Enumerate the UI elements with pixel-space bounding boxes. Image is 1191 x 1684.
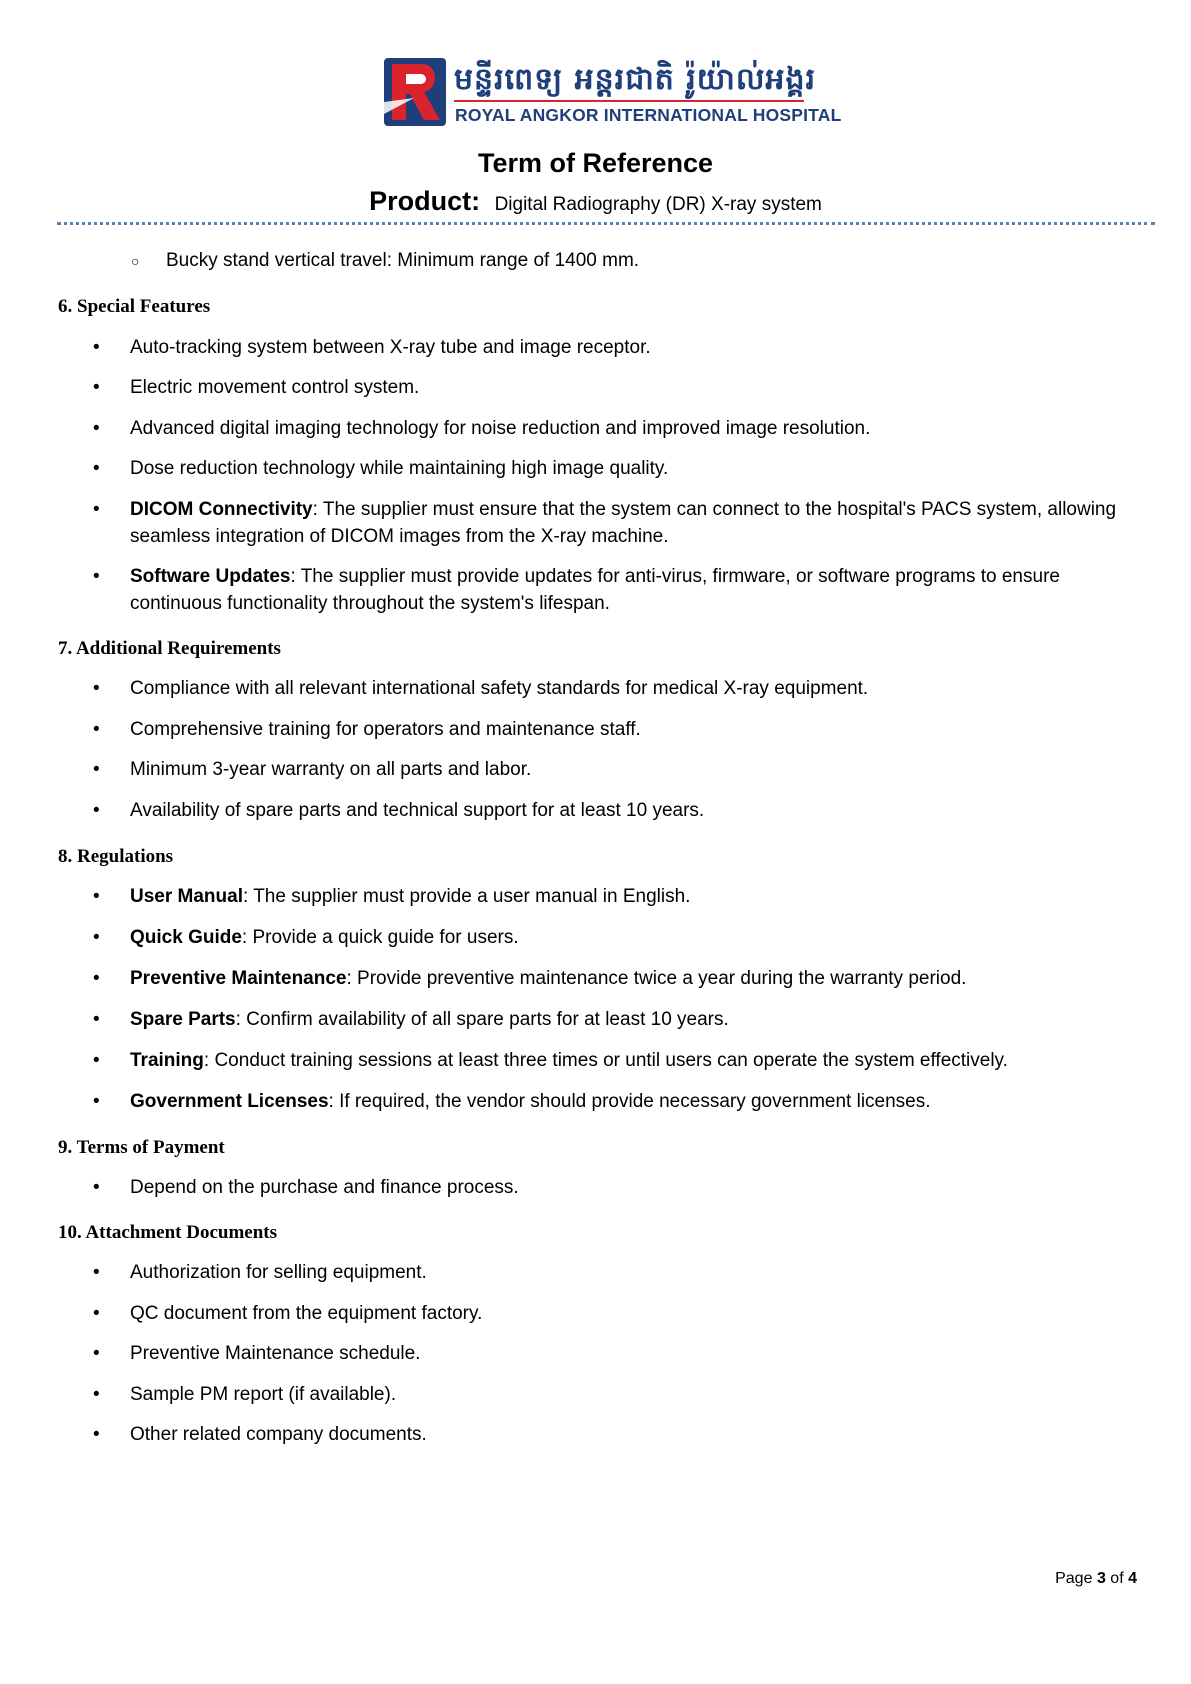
list-item-label: Spare Parts [130,1009,236,1030]
list-item-text [130,496,1130,550]
bullet-icon: • [93,337,100,358]
hollow-bullet-icon: ○ [131,253,140,269]
product-value: Digital Radiography (DR) X-ray system [494,194,822,215]
list-item-text: Authorization for selling equipment. [130,1262,427,1283]
list-item-label: Quick Guide [130,927,242,948]
bullet-icon: • [93,719,100,740]
bullet-icon: • [93,1009,100,1030]
list-item-label: Preventive Maintenance [130,968,347,989]
list-item-text: Depend on the purchase and finance process. [130,1177,519,1198]
bullet-icon: • [93,1050,100,1071]
list-item-text [130,965,1130,992]
list-item-text: Comprehensive training for operators and maintenance staff. [130,719,641,740]
list-item-text: Electric movement control system. [130,377,420,398]
list-item-label: DICOM Connectivity [130,499,313,520]
bullet-icon: • [93,1091,100,1112]
bullet-icon: • [93,458,100,479]
bullet-icon: • [93,1424,100,1445]
list-item-description: : Conduct training sessions at least three times or until users can operate the system effectively. [203,1050,1008,1071]
bullet-icon: • [93,927,100,948]
list-item-label: Software Updates [130,566,291,587]
product-label: Product: [369,186,481,216]
total-pages: 4 [1128,1570,1137,1587]
list-item-text [130,1006,1130,1033]
page-word: Page [1055,1570,1093,1587]
list-item-description: : Confirm availability of all spare parts for at least 10 years. [235,1009,729,1030]
logo-english-text: ROYAL ANGKOR INTERNATIONAL HOSPITAL [455,105,842,125]
list-item-text [130,1088,1130,1115]
list-item-description: : Provide preventive maintenance twice a year during the warranty period. [346,968,967,989]
list-item-text [130,1047,1130,1074]
bullet-icon: • [93,886,100,907]
product-line [0,186,1191,217]
section-heading: 8. Regulations [58,846,174,867]
list-item-text: Auto-tracking system between X-ray tube and image receptor. [130,337,651,358]
logo-divider [454,100,804,102]
list-item-description: : The supplier must provide updates for anti-virus, firmware, or software programs to ensure continuous functionality throughout the system's lifespan. [130,566,1060,614]
bullet-icon: • [93,566,100,587]
list-item-text: Preventive Maintenance schedule. [130,1343,421,1364]
list-item-text [130,883,1130,910]
list-item-text: QC document from the equipment factory. [130,1303,483,1324]
list-item-description: : The supplier must ensure that the system can connect to the hospital's PACS system, allowing seamless integration of DICOM images from the X-ray machine. [130,499,1117,547]
header-divider [57,222,1155,225]
list-item-text: Availability of spare parts and technical support for at least 10 years. [130,800,705,821]
list-item-label: Government Licenses [130,1091,329,1112]
list-item-text: Advanced digital imaging technology for noise reduction and improved image resolution. [130,418,871,439]
list-item-text: Compliance with all relevant international safety standards for medical X-ray equipment. [130,678,869,699]
list-item-text [130,563,1130,617]
list-item-label: Training [130,1050,204,1071]
section-heading: 7. Additional Requirements [58,638,281,659]
list-item-label: User Manual [130,886,243,907]
sub-item-text: Bucky stand vertical travel: Minimum range of 1400 mm. [166,250,640,271]
document-title: Term of Reference [477,148,714,178]
list-item-description: : Provide a quick guide for users. [241,927,519,948]
carryover-sub-item [131,250,639,272]
list-item-text: Dose reduction technology while maintaining high image quality. [130,458,669,479]
bullet-icon: • [93,968,100,989]
hospital-logo [384,56,842,130]
list-item-text: Sample PM report (if available). [130,1384,397,1405]
bullet-icon: • [93,759,100,780]
list-item-text: Other related company documents. [130,1424,427,1445]
bullet-icon: • [93,678,100,699]
bullet-icon: • [93,1177,100,1198]
section-heading: 9. Terms of Payment [58,1137,225,1158]
bullet-icon: • [93,418,100,439]
bullet-icon: • [93,377,100,398]
of-word: of [1110,1570,1124,1587]
list-item-description: : The supplier must provide a user manual in English. [242,886,691,907]
section-heading: 6. Special Features [58,296,211,317]
section-heading: 10. Attachment Documents [58,1222,278,1243]
logo-r-mark-icon [384,58,446,126]
list-item-text [130,924,1130,951]
logo-khmer-text: មន្ទីរពេទ្យ អន្តរជាតិ រ៉ូយ៉ាល់អង្គរ [454,62,817,97]
bullet-icon: • [93,1303,100,1324]
bullet-icon: • [93,1262,100,1283]
bullet-icon: • [93,1384,100,1405]
bullet-icon: • [93,800,100,821]
page-number [1055,1570,1137,1588]
list-item-text: Minimum 3-year warranty on all parts and labor. [130,759,532,780]
list-item-description: : If required, the vendor should provide necessary government licenses. [328,1091,931,1112]
bullet-icon: • [93,1343,100,1364]
bullet-icon: • [93,499,100,520]
current-page: 3 [1096,1570,1106,1587]
